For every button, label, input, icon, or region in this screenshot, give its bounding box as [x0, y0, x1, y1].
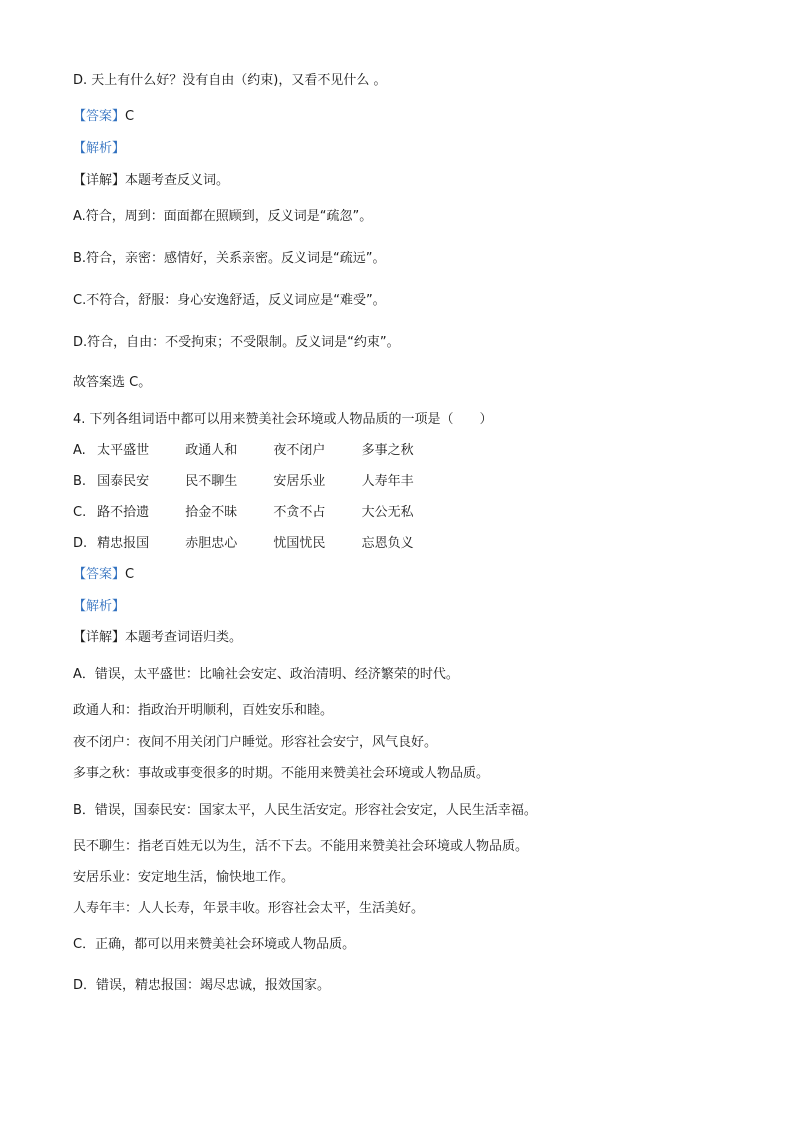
- detail-heading: 【详解】本题考查反义词。: [73, 173, 230, 188]
- answer-value: C: [125, 567, 135, 582]
- explanation-line: C．正确，都可以用来赞美社会环境或人物品质。: [73, 937, 356, 952]
- explanation-line: A．错误，太平盛世：比喻社会安定、政治清明、经济繁荣的时代。: [73, 667, 459, 682]
- analysis-tag: 【解析】: [73, 599, 126, 614]
- option-word: 忘恩负义: [361, 536, 414, 551]
- option-word: 赤胆忠心: [185, 536, 238, 551]
- explanation-line: B．错误，国泰民安：国家太平，人民生活安定。形容社会安定，人民生活幸福。: [73, 803, 537, 818]
- option-word: 不贪不占: [273, 505, 326, 520]
- explanation-a: A.符合，周到：面面都在照顾到，反义词是“疏忽”。: [73, 209, 373, 224]
- explanation-line: D．错误，精忠报国：竭尽忠诚，报效国家。: [73, 978, 331, 993]
- option-word: 人寿年丰: [361, 474, 414, 489]
- q4-option-b: [73, 473, 446, 491]
- analysis-tag: 【解析】: [73, 141, 126, 156]
- explanation-c: C.不符合，舒服：身心安逸舒适，反义词应是“难受”。: [73, 293, 386, 308]
- option-label: B.: [73, 474, 87, 489]
- option-word: 政通人和: [185, 443, 238, 458]
- option-word: 太平盛世: [97, 443, 150, 458]
- q3-option-d: D. 天上有什么好？没有自由（约束)，又看不见什么 。: [73, 73, 387, 88]
- option-word: 国泰民安: [97, 474, 150, 489]
- explanation-line: 安居乐业：安定地生活，愉快地工作。: [73, 870, 295, 885]
- option-word: 民不聊生: [185, 474, 238, 489]
- explanation-line: 多事之秋：事故或事变很多的时期。不能用来赞美社会环境或人物品质。: [73, 766, 490, 781]
- option-word: 精忠报国: [97, 536, 150, 551]
- option-label: C.: [73, 505, 87, 520]
- option-word: 大公无私: [361, 505, 414, 520]
- option-word: 夜不闭户: [273, 443, 326, 458]
- answer-tag: 【答案】: [73, 109, 126, 124]
- explanation-d: D.符合，自由：不受拘束；不受限制。反义词是“约束”。: [73, 335, 400, 350]
- explanation-line: 夜不闭户：夜间不用关闭门户睡觉。形容社会安宁，风气良好。: [73, 735, 438, 750]
- explanation-line: 人寿年丰：人人长寿，年景丰收。形容社会太平，生活美好。: [73, 901, 425, 916]
- option-label: A.: [73, 443, 86, 458]
- answer-row-1: [73, 108, 134, 126]
- q4-option-d: [73, 535, 446, 553]
- option-word: 路不拾遗: [97, 505, 150, 520]
- answer-row-2: [73, 566, 134, 584]
- explanation-line: 政通人和：指政治开明顺利，百姓安乐和睦。: [73, 703, 334, 718]
- answer-tag: 【答案】: [73, 567, 126, 582]
- conclusion: 故答案选 C。: [73, 375, 152, 390]
- explanation-line: 民不聊生：指老百姓无以为生，活不下去。不能用来赞美社会环境或人物品质。: [73, 839, 529, 854]
- question-4: 4. 下列各组词语中都可以用来赞美社会环境或人物品质的一项是（ ）: [73, 412, 493, 427]
- q4-option-c: [73, 504, 446, 522]
- option-word: 多事之秋: [361, 443, 414, 458]
- option-word: 忧国忧民: [273, 536, 326, 551]
- option-word: 拾金不昧: [185, 505, 238, 520]
- explanation-b: B.符合，亲密：感情好，关系亲密。反义词是“疏远”。: [73, 251, 386, 266]
- option-word: 安居乐业: [273, 474, 326, 489]
- option-label: D.: [73, 536, 88, 551]
- answer-value: C: [125, 109, 135, 124]
- q4-option-a: [73, 442, 446, 460]
- detail-heading: 【详解】本题考查词语归类。: [73, 630, 243, 645]
